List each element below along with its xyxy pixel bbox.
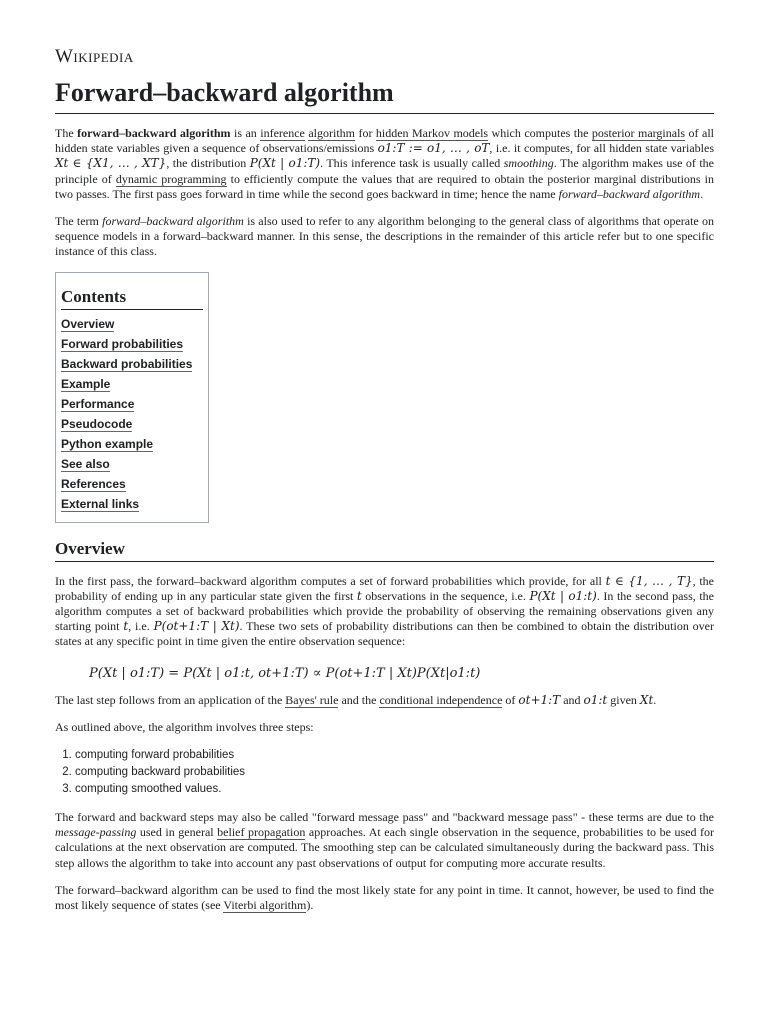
toc-item-python-example[interactable]: Python example [61, 436, 154, 451]
overview-paragraph-2: The last step follows from an application of the Bayes' rule and the conditional independence of ot+1:T and o1:t given Xt. [55, 692, 657, 707]
math-observations: o1:T := o1, … , oT [377, 141, 490, 156]
bold-term: forward–backward algorithm [77, 126, 231, 140]
overview-paragraph-5: The forward–backward algorithm can be used to find the most likely state for any point in time. It cannot, however, be used to find the most likely sequence of states (see Viterbi algorithm). [55, 882, 714, 913]
link-posterior-marginals[interactable]: posterior marginals [591, 126, 686, 140]
article [55, 45, 714, 913]
link-hidden-markov-models[interactable]: hidden Markov models [375, 126, 489, 140]
intro-paragraph-2: The term forward–backward algorithm is also used to refer to any algorithm belonging to the general class of algorithms that operate on sequence models in a forward–backward manner. In this sense, the descriptions in the remainder of this article refer but to one specific instance of this class. [55, 214, 715, 259]
intro-paragraph-1: The forward–backward algorithm is an inference algorithm for hidden Markov models which computes the posterior marginals of all hidden state variables given a sequence of observations/emissions o1:T := o1, … , oT, i.e. it computes, for all hidden state variables Xt ∈ {X1, … , XT}, the distribution P(Xt | o1:T). This inference task is usually called smoothing. The algorithm makes use of the principle of dynamic programming to efficiently compute the values that are required to obtain the posterior marginal distributions in two passes. The first pass goes forward in time while the second goes backward in time; hence the name forward–backward algorithm. [55, 126, 715, 201]
steps-list [55, 747, 714, 798]
link-dynamic-programming[interactable]: dynamic programming [115, 171, 227, 186]
toc-item-overview[interactable]: Overview [61, 316, 115, 331]
link-bayes-rule[interactable]: Bayes' rule [285, 692, 339, 707]
link-conditional-independence[interactable]: conditional independence [379, 692, 503, 707]
math-hidden-states: Xt ∈ {X1, … , XT} [55, 156, 167, 171]
list-item: 1. computing forward probabilities [75, 747, 714, 764]
list-item: 2. computing backward probabilities [75, 764, 714, 781]
smoothing-formula: P(Xt | o1:T) = P(Xt | o1:t, ot+1:T) ∝ P(ot+1:T | Xt)P(Xt|o1:t) [89, 665, 481, 681]
toc-title: Contents [61, 287, 203, 310]
page-title: Forward–backward algorithm [55, 77, 714, 114]
toc-item-references[interactable]: References [61, 476, 126, 491]
link-inference[interactable]: inference [260, 126, 305, 140]
link-algorithm[interactable]: algorithm [308, 126, 355, 140]
overview-paragraph-3: As outlined above, the algorithm involves three steps: [55, 719, 314, 734]
math-distribution: P(Xt | o1:T) [249, 156, 321, 171]
link-belief-propagation[interactable]: belief propagation [217, 825, 306, 840]
toc-item-backward-probabilities[interactable]: Backward probabilities [61, 356, 193, 371]
toc-item-pseudocode[interactable]: Pseudocode [61, 416, 133, 431]
section-heading-overview: Overview [55, 539, 714, 562]
overview-paragraph-1: In the first pass, the forward–backward algorithm computes a set of forward probabilities which provide, for all t ∈ {1, … , T}, the probability of ending up in any particular state given the first t observations in the sequence, i.e. P(Xt | o1:t). In the second pass, the algorithm computes a set of backward probabilities which provide the probability of observing the remaining observations given any starting point t, i.e. P(ot+1:T | Xt). These two sets of probability distributions can then be combined to obtain the distribution over states at any specific point in time given the entire observation sequence: [55, 573, 715, 649]
table-of-contents [55, 272, 209, 523]
toc-item-see-also[interactable]: See also [61, 456, 110, 471]
toc-item-performance[interactable]: Performance [61, 396, 135, 411]
list-item: 3. computing smoothed values. [75, 781, 714, 798]
wikipedia-wordmark[interactable]: Wikipedia [55, 46, 134, 67]
toc-item-external-links[interactable]: External links [61, 496, 140, 511]
toc-item-forward-probabilities[interactable]: Forward probabilities [61, 336, 184, 351]
toc-item-example[interactable]: Example [61, 376, 111, 391]
link-viterbi-algorithm[interactable]: Viterbi algorithm [223, 898, 307, 913]
overview-paragraph-4: The forward and backward steps may also be called "forward message pass" and "backward message pass" - these terms are due to the message-passing used in general belief propagation approaches. At each single observation in the sequence, probabilities to be used for calculations at the next observation are computed. The smoothing step can be calculated simultaneously during the backward pass. This step allows the algorithm to take into account any past observations of output for computing more accurate results. [55, 810, 714, 870]
